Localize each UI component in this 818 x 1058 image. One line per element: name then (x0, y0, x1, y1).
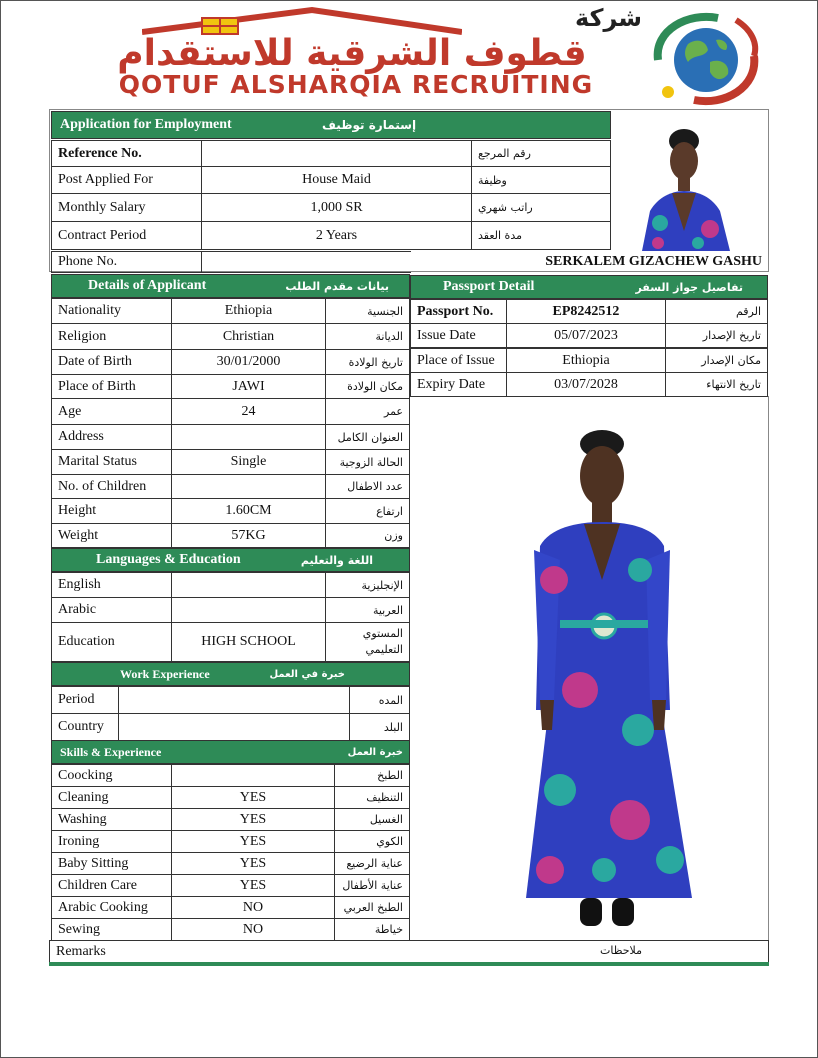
details-value: 24 (171, 398, 326, 425)
phone-value (201, 251, 411, 273)
skills-label-arabic: عناية الرضيع (334, 852, 410, 875)
education-label-arabic: المستوي التعليمي (325, 622, 410, 662)
right-column-frame (409, 396, 769, 941)
globe-logo-icon (648, 10, 764, 106)
arabic-label-arabic: العربية (325, 597, 410, 623)
application-title-arabic: إستمارة توظيف (322, 118, 417, 132)
english-value (171, 572, 326, 598)
application-header (51, 111, 611, 139)
arabic-value (171, 597, 326, 623)
remarks-label: Remarks (49, 940, 769, 963)
skills-value: YES (171, 808, 335, 831)
period-value (118, 686, 350, 714)
details-label-arabic: مكان الولادة (325, 374, 410, 399)
contract-value: 2 Years (201, 221, 472, 250)
contract-label-arabic: مدة العقد (471, 221, 611, 250)
house-roof-icon (142, 6, 462, 36)
details-label: Place of Birth (51, 374, 172, 399)
details-label-arabic: الحالة الزوجية (325, 449, 410, 475)
skills-value (171, 764, 335, 787)
post-label-arabic: وظيفة (471, 166, 611, 194)
details-label-arabic: عدد الاطفال (325, 474, 410, 499)
salary-label: Monthly Salary (51, 193, 202, 222)
details-value (171, 424, 326, 450)
remarks-label-arabic: ملاحظات (600, 944, 642, 957)
work-title: Work Experience (120, 666, 210, 681)
education-label: Education (51, 622, 172, 662)
skills-value: YES (171, 874, 335, 897)
reference-value (201, 140, 472, 167)
contract-label: Contract Period (51, 221, 202, 250)
skills-header (51, 740, 410, 764)
country-value (118, 713, 350, 741)
company-name-arabic: قطوف الشرقية للاستقدام (117, 33, 587, 74)
details-label-arabic: تاريخ الولادة (325, 349, 410, 375)
details-label: Height (51, 498, 172, 524)
details-label: Nationality (51, 298, 172, 324)
details-label: Weight (51, 523, 172, 548)
skills-label: Washing (51, 808, 172, 831)
details-title: Details of Applicant (88, 278, 207, 293)
post-label: Post Applied For (51, 166, 202, 194)
skills-value: NO (171, 896, 335, 919)
skills-value: YES (171, 786, 335, 809)
passport-label-arabic: مكان الإصدار (665, 348, 768, 373)
portrait-photo-small (614, 111, 768, 251)
post-value: House Maid (201, 166, 472, 194)
details-value: Single (171, 449, 326, 475)
company-prefix-arabic: شركة (574, 4, 642, 32)
details-label-arabic: الجنسية (325, 298, 410, 324)
skills-title: Skills & Experience (60, 744, 162, 759)
skills-label-arabic: خياطة (334, 918, 410, 941)
skills-label-arabic: الطبخ (334, 764, 410, 787)
skills-title-arabic: خبرة العمل (347, 746, 403, 758)
education-value: HIGH SCHOOL (171, 622, 326, 662)
skills-label: Children Care (51, 874, 172, 897)
salary-label-arabic: راتب شهري (471, 193, 611, 222)
salary-value: 1,000 SR (201, 193, 472, 222)
skills-label-arabic: الغسيل (334, 808, 410, 831)
english-label-arabic: الإنجليزية (325, 572, 410, 598)
passport-title: Passport Detail (443, 279, 535, 294)
skills-label: Sewing (51, 918, 172, 941)
details-value (171, 474, 326, 499)
skills-label-arabic: الطبخ العربي (334, 896, 410, 919)
details-label: Marital Status (51, 449, 172, 475)
period-label: Period (51, 686, 119, 714)
passport-label: Issue Date (410, 323, 507, 348)
details-value: Ethiopia (171, 298, 326, 324)
details-label-arabic: الديانة (325, 323, 410, 350)
details-label: Date of Birth (51, 349, 172, 375)
skills-label-arabic: الكوي (334, 830, 410, 853)
company-header (52, 4, 768, 108)
passport-label: Passport No. (410, 299, 507, 324)
passport-label-arabic: تاريخ الانتهاء (665, 372, 768, 397)
passport-header (410, 275, 768, 299)
details-label: Address (51, 424, 172, 450)
details-value: 57KG (171, 523, 326, 548)
country-label-arabic: البلد (349, 713, 410, 741)
reference-label: Reference No. (51, 140, 202, 167)
skills-value: NO (171, 918, 335, 941)
passport-value: 03/07/2028 (506, 372, 666, 397)
details-value: 1.60CM (171, 498, 326, 524)
skills-label-arabic: التنظيف (334, 786, 410, 809)
skills-label: Arabic Cooking (51, 896, 172, 919)
work-title-arabic: خبرة في العمل (269, 668, 345, 680)
country-label: Country (51, 713, 119, 741)
languages-header (51, 548, 410, 572)
passport-label-arabic: الرقم (665, 299, 768, 324)
passport-title-arabic: تفاصيل جواز السفر (635, 280, 743, 294)
details-label: Religion (51, 323, 172, 350)
skills-value: YES (171, 852, 335, 875)
application-title: Application for Employment (60, 117, 232, 132)
phone-label: Phone No. (51, 251, 202, 273)
details-label: No. of Children (51, 474, 172, 499)
skills-label: Cleaning (51, 786, 172, 809)
skills-value: YES (171, 830, 335, 853)
details-label-arabic: ارتفاع (325, 498, 410, 524)
details-value: 30/01/2000 (171, 349, 326, 375)
remarks-bottom-bar (49, 962, 769, 966)
details-header (51, 274, 410, 298)
skills-label: Baby Sitting (51, 852, 172, 875)
english-label: English (51, 572, 172, 598)
passport-value: Ethiopia (506, 348, 666, 373)
reference-label-arabic: رقم المرجع (471, 140, 611, 167)
arabic-label: Arabic (51, 597, 172, 623)
passport-label: Place of Issue (410, 348, 507, 373)
details-label: Age (51, 398, 172, 425)
languages-title: Languages & Education (96, 552, 241, 567)
skills-label: Coocking (51, 764, 172, 787)
period-label-arabic: المده (349, 686, 410, 714)
details-label-arabic: وزن (325, 523, 410, 548)
details-title-arabic: بيانات مقدم الطلب (285, 279, 389, 293)
details-label-arabic: عمر (325, 398, 410, 425)
skills-label-arabic: عناية الأطفال (334, 874, 410, 897)
passport-value: 05/07/2023 (506, 323, 666, 348)
details-value: Christian (171, 323, 326, 350)
passport-value: EP8242512 (506, 299, 666, 324)
work-header (51, 662, 410, 686)
applicant-name: SERKALEM GIZACHEW GASHU (545, 254, 762, 269)
skills-label: Ironing (51, 830, 172, 853)
passport-label-arabic: تاريخ الإصدار (665, 323, 768, 348)
details-value: JAWI (171, 374, 326, 399)
languages-title-arabic: اللغة والتعليم (300, 553, 373, 567)
details-label-arabic: العنوان الكامل (325, 424, 410, 450)
company-name-english: QOTUF ALSHARQIA RECRUITING (118, 70, 594, 99)
passport-label: Expiry Date (410, 372, 507, 397)
